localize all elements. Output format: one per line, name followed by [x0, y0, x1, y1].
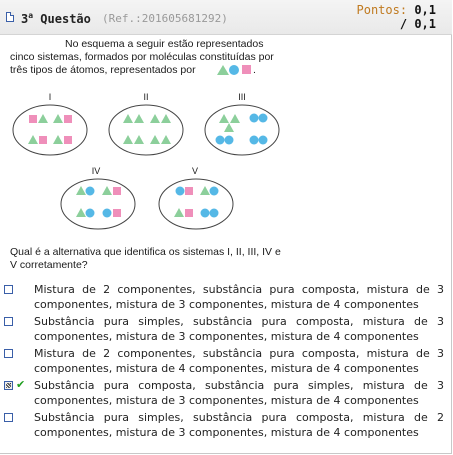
points-label: Pontos: [356, 3, 408, 17]
points-display [357, 3, 437, 31]
question-reference: (Ref.:201605681292) [102, 12, 228, 25]
answer-option[interactable] [0, 346, 452, 378]
answer-option-text: Mistura de 2 componentes, substância pura composta, mistura de 3 componentes, mistura de 3 componentes, mistura de 4 componentes [34, 283, 444, 311]
system-5 [159, 179, 233, 229]
answer-option[interactable] [0, 410, 452, 442]
points-value: 0,1 [414, 3, 436, 17]
document-icon [6, 12, 14, 22]
question-figure [10, 36, 310, 274]
system-label-4: IV [91, 166, 101, 176]
system-label-1: I [48, 92, 52, 102]
intro-line-1: No esquema a seguir estão representados [65, 38, 264, 50]
triangle-atom-icon [217, 65, 229, 75]
answer-option-selected[interactable] [0, 378, 452, 410]
prompt-line-2: V corretamente? [10, 259, 88, 271]
unchecked-box-icon[interactable] [4, 317, 13, 326]
system-label-2: II [143, 92, 149, 102]
unchecked-box-icon[interactable] [4, 349, 13, 358]
answer-option-text: Substância pura simples, substância pura composta, mistura de 3 componentes, mistura de 3 componentes, mistura de 4 componentes [34, 315, 444, 343]
question-header [0, 0, 452, 35]
answer-option-text: Substância pura composta, substância pura simples, mistura de 3 componentes, mistura de 3 componentes, mistura de 4 componentes [34, 379, 444, 407]
intro-line-2: cinco sistemas, formados por moléculas constituídas por [10, 51, 274, 63]
square-atom-icon [242, 65, 251, 74]
answer-option-text: Substância pura simples, substância pura composta, mistura de 2 componentes, mistura de 3 componentes, mistura de 4 componentes [34, 411, 444, 439]
answer-option-text: Mistura de 2 componentes, substância pura composta, mistura de 3 componentes, mistura de 4 componentes, mistura de 4 componentes [34, 347, 444, 375]
prompt-line-1: Qual é a alternativa que identifica os sistemas I, II, III, IV e [10, 246, 281, 258]
svg-text:.: . [253, 64, 256, 76]
system-label-5: V [191, 166, 199, 176]
checkmark-icon: ✔ [16, 378, 26, 391]
system-1 [13, 105, 87, 155]
system-3 [205, 105, 279, 155]
system-label-3: III [238, 92, 246, 102]
unchecked-box-icon[interactable] [4, 413, 13, 422]
intro-line-3: três tipos de átomos, representados por [10, 64, 196, 76]
points-total: / 0,1 [399, 17, 436, 31]
answer-option[interactable] [0, 282, 452, 314]
system-4 [61, 179, 135, 229]
circle-atom-icon [229, 65, 239, 75]
unchecked-box-icon[interactable] [4, 285, 13, 294]
checked-box-icon[interactable] [4, 381, 13, 390]
question-title: 3$^a$ Questão [21, 11, 91, 26]
answer-option[interactable] [0, 314, 452, 346]
system-2 [109, 105, 183, 155]
answer-options [0, 282, 452, 442]
